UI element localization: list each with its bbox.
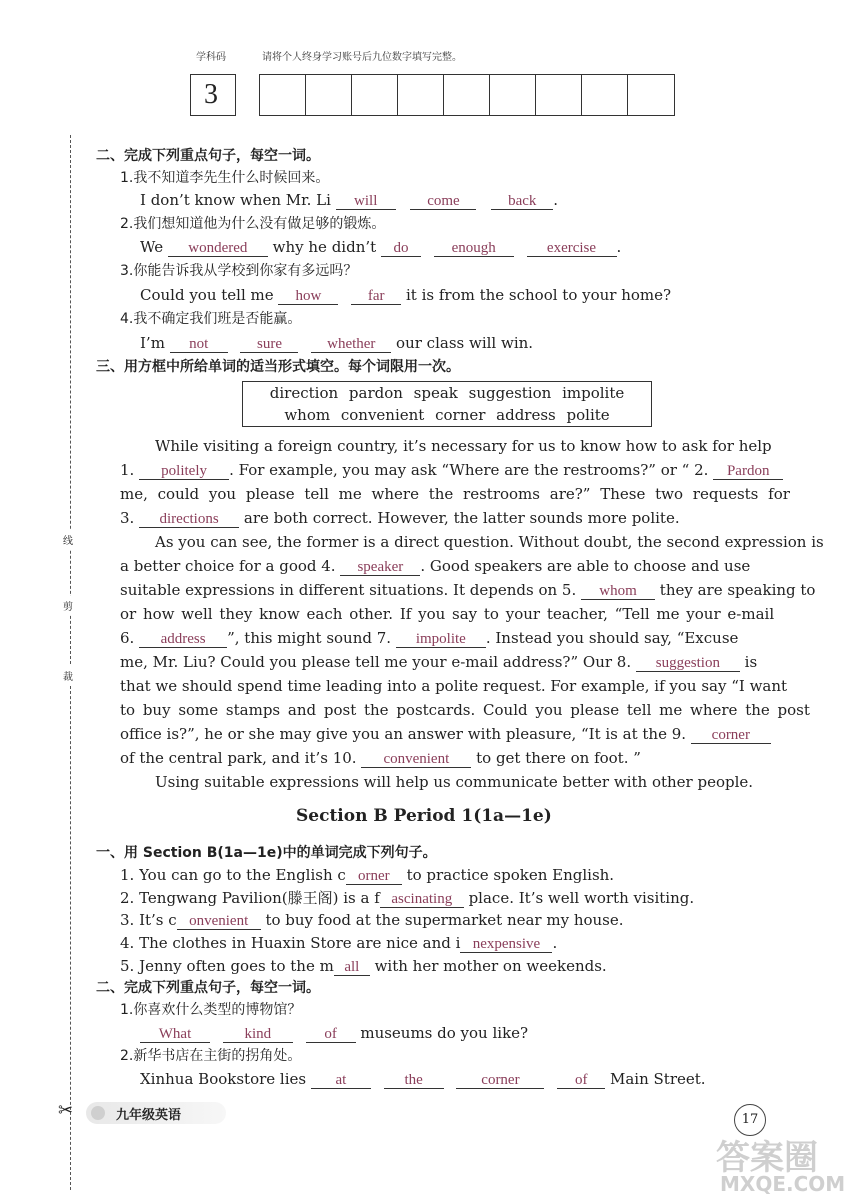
sentence-text: museums do you like? <box>360 1024 529 1042</box>
passage-text: ”, this might sound 7. <box>227 629 392 647</box>
sentence-text: 3. It’s c <box>120 911 177 929</box>
word-box-row-1: direction pardon speak suggestion impolite <box>269 384 625 402</box>
watermark-logo: 答案圈 <box>716 1138 818 1178</box>
q2-blank-3[interactable]: enough <box>434 240 514 257</box>
q4-blank-2[interactable]: sure <box>240 336 298 353</box>
q4-chinese: 4.我不确定我们班是否能赢。 <box>120 311 302 327</box>
passage-line: that we should spend time leading into a polite request. For example, if you say “I want <box>120 677 788 695</box>
q4-english <box>140 333 533 353</box>
sb-q2-blank-1[interactable]: at <box>311 1072 371 1089</box>
section-b-title: Section B Period 1(1a—1e) <box>296 806 552 826</box>
sb-q1-chinese: 1.你喜欢什么类型的博物馆？ <box>120 1002 302 1018</box>
passage-blank-5[interactable]: whom <box>581 583 655 600</box>
passage-text: . For example, you may ask “Where are the restrooms?” or “ 2. <box>229 461 709 479</box>
sb-blank-1[interactable]: orner <box>346 868 402 885</box>
q3-blank-2[interactable]: far <box>351 288 401 305</box>
q1-pre: I don’t know when Mr. Li <box>140 191 331 209</box>
sb-sentence-5 <box>120 956 607 976</box>
sentence-text: to buy food at the supermarket near my house. <box>265 911 624 929</box>
sentence-text: 2. Tengwang Pavilion(滕王阁) is a f <box>120 889 380 907</box>
q3-blank-1[interactable]: how <box>278 288 338 305</box>
passage-line <box>120 580 815 600</box>
blank-number: 6. <box>120 629 135 647</box>
blank-number: 3. <box>120 509 135 527</box>
subject-code-digit: 3 <box>204 79 218 110</box>
passage-line <box>120 460 783 480</box>
word-box <box>242 381 652 427</box>
passage-blank-4[interactable]: speaker <box>340 559 420 576</box>
q2-post: . <box>616 238 622 256</box>
digit-cell[interactable] <box>536 75 582 115</box>
digit-cell[interactable] <box>398 75 444 115</box>
part3-heading: 三、用方框中所给单词的适当形式填空。每个词限用一次。 <box>96 359 460 375</box>
cut-mark-line: 线 <box>63 530 73 549</box>
passage-line <box>120 556 750 576</box>
q3-english <box>140 285 671 305</box>
q1-blank-2[interactable]: come <box>410 193 476 210</box>
q1-english <box>140 190 558 210</box>
passage-blank-6[interactable]: address <box>139 631 227 648</box>
q2-blank-4[interactable]: exercise <box>527 240 617 257</box>
passage-text: office is?”, he or she may give you an answer with pleasure, “It is at the 9. <box>120 725 687 743</box>
sb-blank-2[interactable]: ascinating <box>380 891 464 908</box>
sb-sentence-1 <box>120 865 614 885</box>
passage-blank-8[interactable]: suggestion <box>636 655 740 672</box>
passage-text: they are speaking to <box>659 581 816 599</box>
q4-blank-3[interactable]: whether <box>311 336 391 353</box>
subject-code-box <box>190 74 236 116</box>
sb-blank-5[interactable]: all <box>334 959 370 976</box>
part2-heading: 二、完成下列重点句子，每空一词。 <box>96 148 320 164</box>
passage-line <box>120 628 738 648</box>
passage-text: to get there on foot. ” <box>476 749 641 767</box>
sb-q2-blank-3[interactable]: corner <box>456 1072 544 1089</box>
passage-blank-9[interactable]: corner <box>691 727 771 744</box>
passage-text: is <box>744 653 758 671</box>
passage-blank-1[interactable]: politely <box>139 463 229 480</box>
sb-q2-blank-2[interactable]: the <box>384 1072 444 1089</box>
passage-line: me, could you please tell me where the restrooms are?” These two requests for <box>120 485 790 503</box>
sb-sentence-3 <box>120 910 624 930</box>
sb-q1-english <box>140 1023 528 1043</box>
passage-text: suitable expressions in different situations. It depends on 5. <box>120 581 577 599</box>
passage-line <box>120 652 757 672</box>
sentence-text: place. It’s well worth visiting. <box>468 889 695 907</box>
passage-text: are both correct. However, the latter sounds more polite. <box>243 509 680 527</box>
sb-q2-english <box>140 1069 706 1089</box>
q1-blank-3[interactable]: back <box>491 193 553 210</box>
passage-blank-7[interactable]: impolite <box>396 631 486 648</box>
sentence-text: . <box>552 934 558 952</box>
sentence-text: to practice spoken English. <box>406 866 615 884</box>
digit-cell[interactable] <box>444 75 490 115</box>
sentence-text: with her mother on weekends. <box>374 957 607 975</box>
q4-pre: I’m <box>140 334 165 352</box>
digit-cell[interactable] <box>582 75 628 115</box>
q2-pre: We <box>140 238 164 256</box>
sentence-text: 1. You can go to the English c <box>120 866 346 884</box>
instruction-text: 请将个人终身学习账号后九位数字填写完整。 <box>262 52 462 63</box>
cut-mark-cut: 剪 <box>63 596 73 615</box>
digit-cell[interactable] <box>352 75 398 115</box>
bullet-icon <box>91 1106 105 1120</box>
q3-post: it is from the school to your home? <box>405 286 672 304</box>
sentence-text: Main Street. <box>610 1070 706 1088</box>
passage-text: . Good speakers are able to choose and use <box>420 557 751 575</box>
passage-line: or how well they know each other. If you say to your teacher, “Tell me your e-mail <box>120 605 775 623</box>
sb-q2-chinese: 2.新华书店在主街的拐角处。 <box>120 1048 302 1064</box>
cut-mark-trim: 裁 <box>63 666 73 685</box>
q2-english <box>140 237 621 257</box>
passage-line: While visiting a foreign country, it’s necessary for us to know how to ask for help <box>155 437 772 455</box>
sb-q1-blank-2[interactable]: kind <box>223 1026 293 1043</box>
sb-blank-4[interactable]: nexpensive <box>460 936 552 953</box>
section-b-part2-heading: 二、完成下列重点句子，每空一词。 <box>96 980 320 996</box>
page-number: 17 <box>734 1104 766 1136</box>
section-b-part1-heading: 一、用 Section B(1a—1e)中的单词完成下列句子。 <box>96 845 437 861</box>
passage-line: Using suitable expressions will help us communicate better with other people. <box>155 773 754 791</box>
q3-chinese: 3.你能告诉我从学校到你家有多远吗？ <box>120 263 358 279</box>
passage-line <box>120 508 680 528</box>
blank-number: 1. <box>120 461 135 479</box>
q1-post: . <box>553 191 559 209</box>
sb-sentence-4 <box>120 933 557 953</box>
digit-cell[interactable] <box>260 75 306 115</box>
passage-line: As you can see, the former is a direct question. Without doubt, the second expression is <box>155 533 824 551</box>
q4-blank-1[interactable]: not <box>170 336 228 353</box>
q1-blank-1[interactable]: will <box>336 193 396 210</box>
q2-blank-2[interactable]: do <box>381 240 421 257</box>
subject-code-label: 学科码 <box>196 52 226 63</box>
digit-cell[interactable] <box>490 75 536 115</box>
word-box-row-2: whom convenient corner address polite <box>284 406 610 424</box>
passage-line <box>120 724 771 744</box>
sentence-text: 5. Jenny often goes to the m <box>120 957 334 975</box>
q2-blank-1[interactable]: wondered <box>168 240 268 257</box>
sb-q1-blank-1[interactable]: What <box>140 1026 210 1043</box>
passage-line <box>120 748 641 768</box>
q3-pre: Could you tell me <box>140 286 274 304</box>
passage-text: of the central park, and it’s 10. <box>120 749 357 767</box>
passage-text: . Instead you should say, “Excuse <box>485 629 739 647</box>
passage-blank-10[interactable]: convenient <box>361 751 471 768</box>
sentence-text: Xinhua Bookstore lies <box>140 1070 307 1088</box>
q4-post: our class will win. <box>396 334 534 352</box>
book-label: 九年级英语 <box>116 1108 182 1123</box>
q2-mid: why he didn’t <box>272 238 377 256</box>
scissors-icon: ✂ <box>58 1100 74 1121</box>
sb-q1-blank-3[interactable]: of <box>306 1026 356 1043</box>
cut-line <box>70 135 71 1190</box>
sb-sentence-2 <box>120 888 694 908</box>
q2-chinese: 2.我们想知道他为什么没有做足够的锻炼。 <box>120 216 386 232</box>
passage-blank-3[interactable]: directions <box>139 511 239 528</box>
passage-line: to buy some stamps and post the postcards. Could you please tell me where the post <box>120 701 810 719</box>
digit-cell[interactable] <box>306 75 352 115</box>
digit-cell[interactable] <box>628 75 674 115</box>
sb-blank-3[interactable]: onvenient <box>177 913 261 930</box>
watermark-url: MXQE.COM <box>720 1172 846 1196</box>
q1-chinese: 1.我不知道李先生什么时候回来。 <box>120 170 330 186</box>
passage-text: a better choice for a good 4. <box>120 557 336 575</box>
passage-text: me, Mr. Liu? Could you please tell me your e-mail address?” Our 8. <box>120 653 632 671</box>
passage-blank-2[interactable]: Pardon <box>713 463 783 480</box>
sb-q2-blank-4[interactable]: of <box>557 1072 605 1089</box>
sentence-text: 4. The clothes in Huaxin Store are nice and i <box>120 934 461 952</box>
account-number-cells[interactable] <box>259 74 675 116</box>
